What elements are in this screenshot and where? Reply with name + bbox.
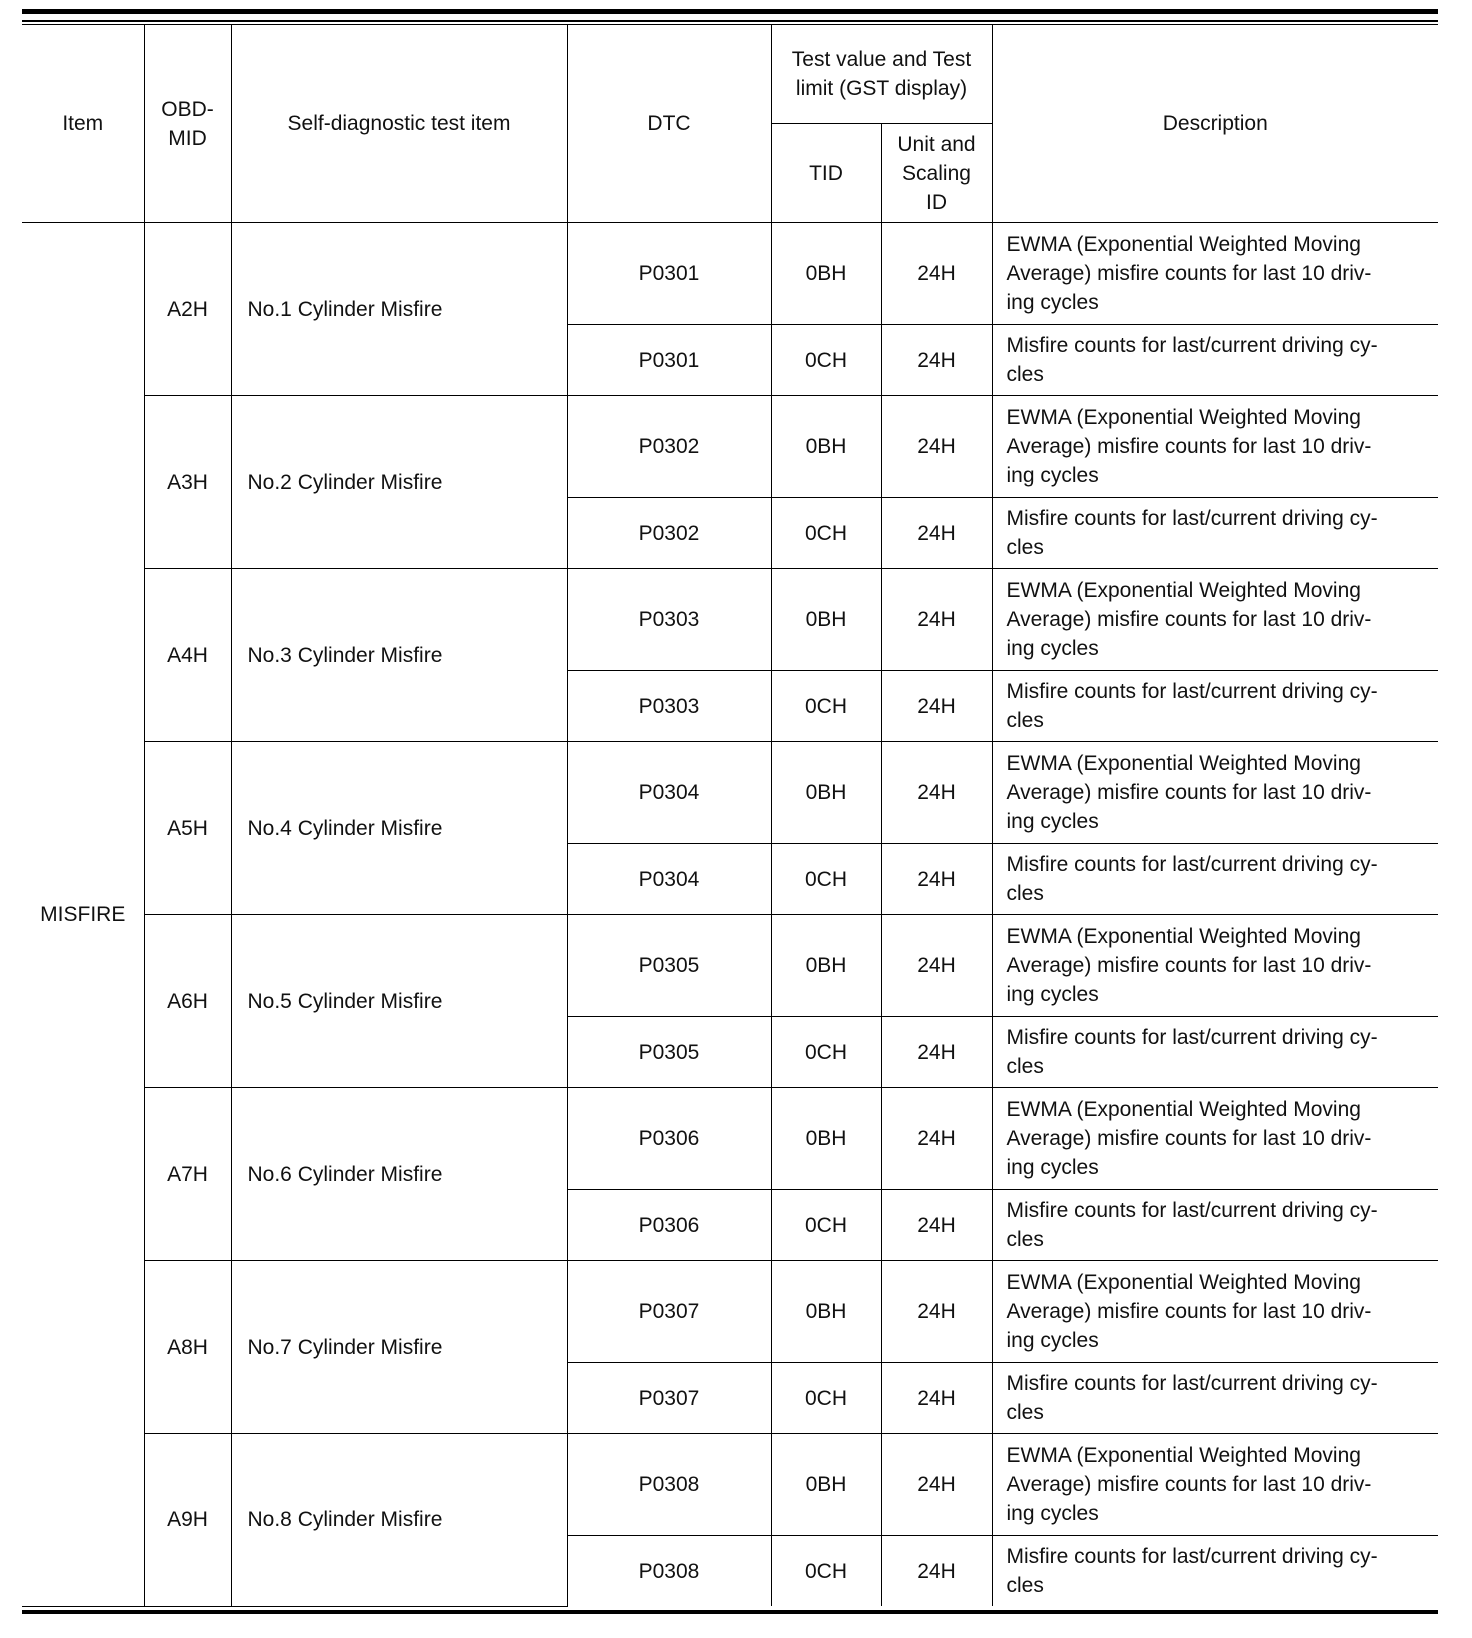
table-row	[22, 396, 1438, 498]
unit-scaling-id: 24H	[881, 1261, 992, 1363]
desc-line: EWMA (Exponential Weighted Moving	[1006, 406, 1361, 429]
top-rule-thick	[22, 9, 1438, 14]
description-counts	[992, 844, 1438, 915]
desc-line: EWMA (Exponential Weighted Moving	[1006, 925, 1361, 948]
desc-line: EWMA (Exponential Weighted Moving	[1006, 1098, 1361, 1121]
dtc-code: P0301	[567, 325, 771, 396]
table-row	[22, 223, 1438, 325]
desc-line: ing cycles	[1006, 1502, 1099, 1525]
unit-scaling-id: 24H	[881, 1017, 992, 1088]
desc-line: ing cycles	[1006, 983, 1099, 1006]
description-counts	[992, 1536, 1438, 1607]
dtc-code: P0304	[567, 742, 771, 844]
tid-value: 0BH	[771, 742, 881, 844]
desc-line: ing cycles	[1006, 291, 1099, 314]
obd-mid: A4H	[144, 569, 231, 742]
description-counts	[992, 671, 1438, 742]
tid-value: 0BH	[771, 915, 881, 1017]
unit-scaling-id: 24H	[881, 1190, 992, 1261]
unit-scaling-id: 24H	[881, 1363, 992, 1434]
description-ewma	[992, 742, 1438, 844]
header-obd-mid: OBD- MID	[144, 25, 231, 223]
dtc-code: P0303	[567, 671, 771, 742]
obd-mid: A7H	[144, 1088, 231, 1261]
unit-scaling-id: 24H	[881, 396, 992, 498]
description-counts	[992, 1363, 1438, 1434]
header-test-item: Self-diagnostic test item	[231, 25, 567, 223]
desc-line: Misfire counts for last/current driving cy-	[1006, 507, 1378, 530]
desc-line: Misfire counts for last/current driving cy-	[1006, 1199, 1378, 1222]
unit-scaling-id: 24H	[881, 1536, 992, 1607]
tid-value: 0CH	[771, 671, 881, 742]
desc-line: Misfire counts for last/current driving cy-	[1006, 680, 1378, 703]
obd-test-table	[22, 24, 1438, 1607]
desc-line: ing cycles	[1006, 1329, 1099, 1352]
test-item: No.3 Cylinder Misfire	[231, 569, 567, 742]
unit-scaling-id: 24H	[881, 325, 992, 396]
tid-value: 0BH	[771, 223, 881, 325]
description-counts	[992, 1017, 1438, 1088]
test-item: No.5 Cylinder Misfire	[231, 915, 567, 1088]
description-counts	[992, 1190, 1438, 1261]
description-ewma	[992, 1434, 1438, 1536]
dtc-code: P0308	[567, 1434, 771, 1536]
description-counts	[992, 498, 1438, 569]
desc-line: Average) misfire counts for last 10 driv-	[1006, 1473, 1372, 1496]
desc-line: Misfire counts for last/current driving cy-	[1006, 1026, 1378, 1049]
test-item: No.6 Cylinder Misfire	[231, 1088, 567, 1261]
table-row	[22, 1434, 1438, 1536]
desc-line: Average) misfire counts for last 10 driv-	[1006, 608, 1372, 631]
obd-mid: A8H	[144, 1261, 231, 1434]
obd-mid: A2H	[144, 223, 231, 396]
dtc-code: P0304	[567, 844, 771, 915]
tid-value: 0BH	[771, 1088, 881, 1190]
table-row	[22, 742, 1438, 844]
header-unit-scaling: Unit and Scaling ID	[881, 124, 992, 223]
description-ewma	[992, 915, 1438, 1017]
table-row	[22, 1088, 1438, 1190]
desc-line: cles	[1006, 709, 1044, 732]
bottom-rule	[22, 1610, 1438, 1614]
description-ewma	[992, 223, 1438, 325]
dtc-code: P0305	[567, 915, 771, 1017]
tid-value: 0CH	[771, 1536, 881, 1607]
tid-value: 0CH	[771, 1017, 881, 1088]
desc-line: EWMA (Exponential Weighted Moving	[1006, 752, 1361, 775]
dtc-code: P0308	[567, 1536, 771, 1607]
header-description: Description	[992, 25, 1438, 223]
desc-line: cles	[1006, 1401, 1044, 1424]
desc-line: Average) misfire counts for last 10 driv-	[1006, 954, 1372, 977]
desc-line: Misfire counts for last/current driving cy-	[1006, 1372, 1378, 1395]
desc-line: cles	[1006, 1055, 1044, 1078]
desc-line: Misfire counts for last/current driving cy-	[1006, 853, 1378, 876]
tid-value: 0BH	[771, 1434, 881, 1536]
desc-line: EWMA (Exponential Weighted Moving	[1006, 1444, 1361, 1467]
unit-scaling-id: 24H	[881, 915, 992, 1017]
desc-line: Misfire counts for last/current driving cy-	[1006, 334, 1378, 357]
desc-line: cles	[1006, 1574, 1044, 1597]
description-ewma	[992, 1261, 1438, 1363]
desc-line: cles	[1006, 363, 1044, 386]
desc-line: EWMA (Exponential Weighted Moving	[1006, 233, 1361, 256]
desc-line: cles	[1006, 536, 1044, 559]
desc-line: EWMA (Exponential Weighted Moving	[1006, 1271, 1361, 1294]
desc-line: Average) misfire counts for last 10 driv-	[1006, 781, 1372, 804]
unit-scaling-id: 24H	[881, 223, 992, 325]
tid-value: 0BH	[771, 1261, 881, 1363]
obd-mid: A6H	[144, 915, 231, 1088]
description-counts	[992, 325, 1438, 396]
tid-value: 0CH	[771, 1363, 881, 1434]
desc-line: EWMA (Exponential Weighted Moving	[1006, 579, 1361, 602]
dtc-code: P0303	[567, 569, 771, 671]
description-ewma	[992, 396, 1438, 498]
desc-line: cles	[1006, 882, 1044, 905]
dtc-code: P0307	[567, 1261, 771, 1363]
tid-value: 0BH	[771, 396, 881, 498]
tid-value: 0CH	[771, 844, 881, 915]
tid-value: 0CH	[771, 498, 881, 569]
test-item: No.2 Cylinder Misfire	[231, 396, 567, 569]
unit-scaling-id: 24H	[881, 1088, 992, 1190]
description-ewma	[992, 1088, 1438, 1190]
header-item: Item	[22, 25, 144, 223]
dtc-code: P0305	[567, 1017, 771, 1088]
dtc-code: P0302	[567, 498, 771, 569]
unit-scaling-id: 24H	[881, 742, 992, 844]
desc-line: Average) misfire counts for last 10 driv-	[1006, 262, 1372, 285]
table-row	[22, 569, 1438, 671]
test-item: No.1 Cylinder Misfire	[231, 223, 567, 396]
table-row	[22, 1261, 1438, 1363]
top-rule-thin	[22, 20, 1438, 22]
desc-line: Average) misfire counts for last 10 driv-	[1006, 435, 1372, 458]
obd-mid: A9H	[144, 1434, 231, 1607]
desc-line: Misfire counts for last/current driving cy-	[1006, 1545, 1378, 1568]
tid-value: 0CH	[771, 325, 881, 396]
dtc-code: P0302	[567, 396, 771, 498]
unit-scaling-id: 24H	[881, 671, 992, 742]
table-row	[22, 915, 1438, 1017]
desc-line: cles	[1006, 1228, 1044, 1251]
obd-mid: A3H	[144, 396, 231, 569]
dtc-code: P0307	[567, 1363, 771, 1434]
unit-scaling-id: 24H	[881, 498, 992, 569]
obd-mid: A5H	[144, 742, 231, 915]
unit-scaling-id: 24H	[881, 1434, 992, 1536]
dtc-code: P0306	[567, 1088, 771, 1190]
desc-line: ing cycles	[1006, 637, 1099, 660]
description-ewma	[992, 569, 1438, 671]
desc-line: Average) misfire counts for last 10 driv-	[1006, 1127, 1372, 1150]
test-item: No.4 Cylinder Misfire	[231, 742, 567, 915]
test-item: No.7 Cylinder Misfire	[231, 1261, 567, 1434]
header-dtc: DTC	[567, 25, 771, 223]
desc-line: ing cycles	[1006, 464, 1099, 487]
dtc-code: P0306	[567, 1190, 771, 1261]
test-item: No.8 Cylinder Misfire	[231, 1434, 567, 1607]
header-test-value-group: Test value and Test limit (GST display)	[771, 25, 992, 124]
desc-line: ing cycles	[1006, 810, 1099, 833]
header-tid: TID	[771, 124, 881, 223]
unit-scaling-id: 24H	[881, 569, 992, 671]
tid-value: 0CH	[771, 1190, 881, 1261]
dtc-code: P0301	[567, 223, 771, 325]
desc-line: Average) misfire counts for last 10 driv-	[1006, 1300, 1372, 1323]
item-misfire: MISFIRE	[22, 223, 144, 1607]
tid-value: 0BH	[771, 569, 881, 671]
unit-scaling-id: 24H	[881, 844, 992, 915]
desc-line: ing cycles	[1006, 1156, 1099, 1179]
